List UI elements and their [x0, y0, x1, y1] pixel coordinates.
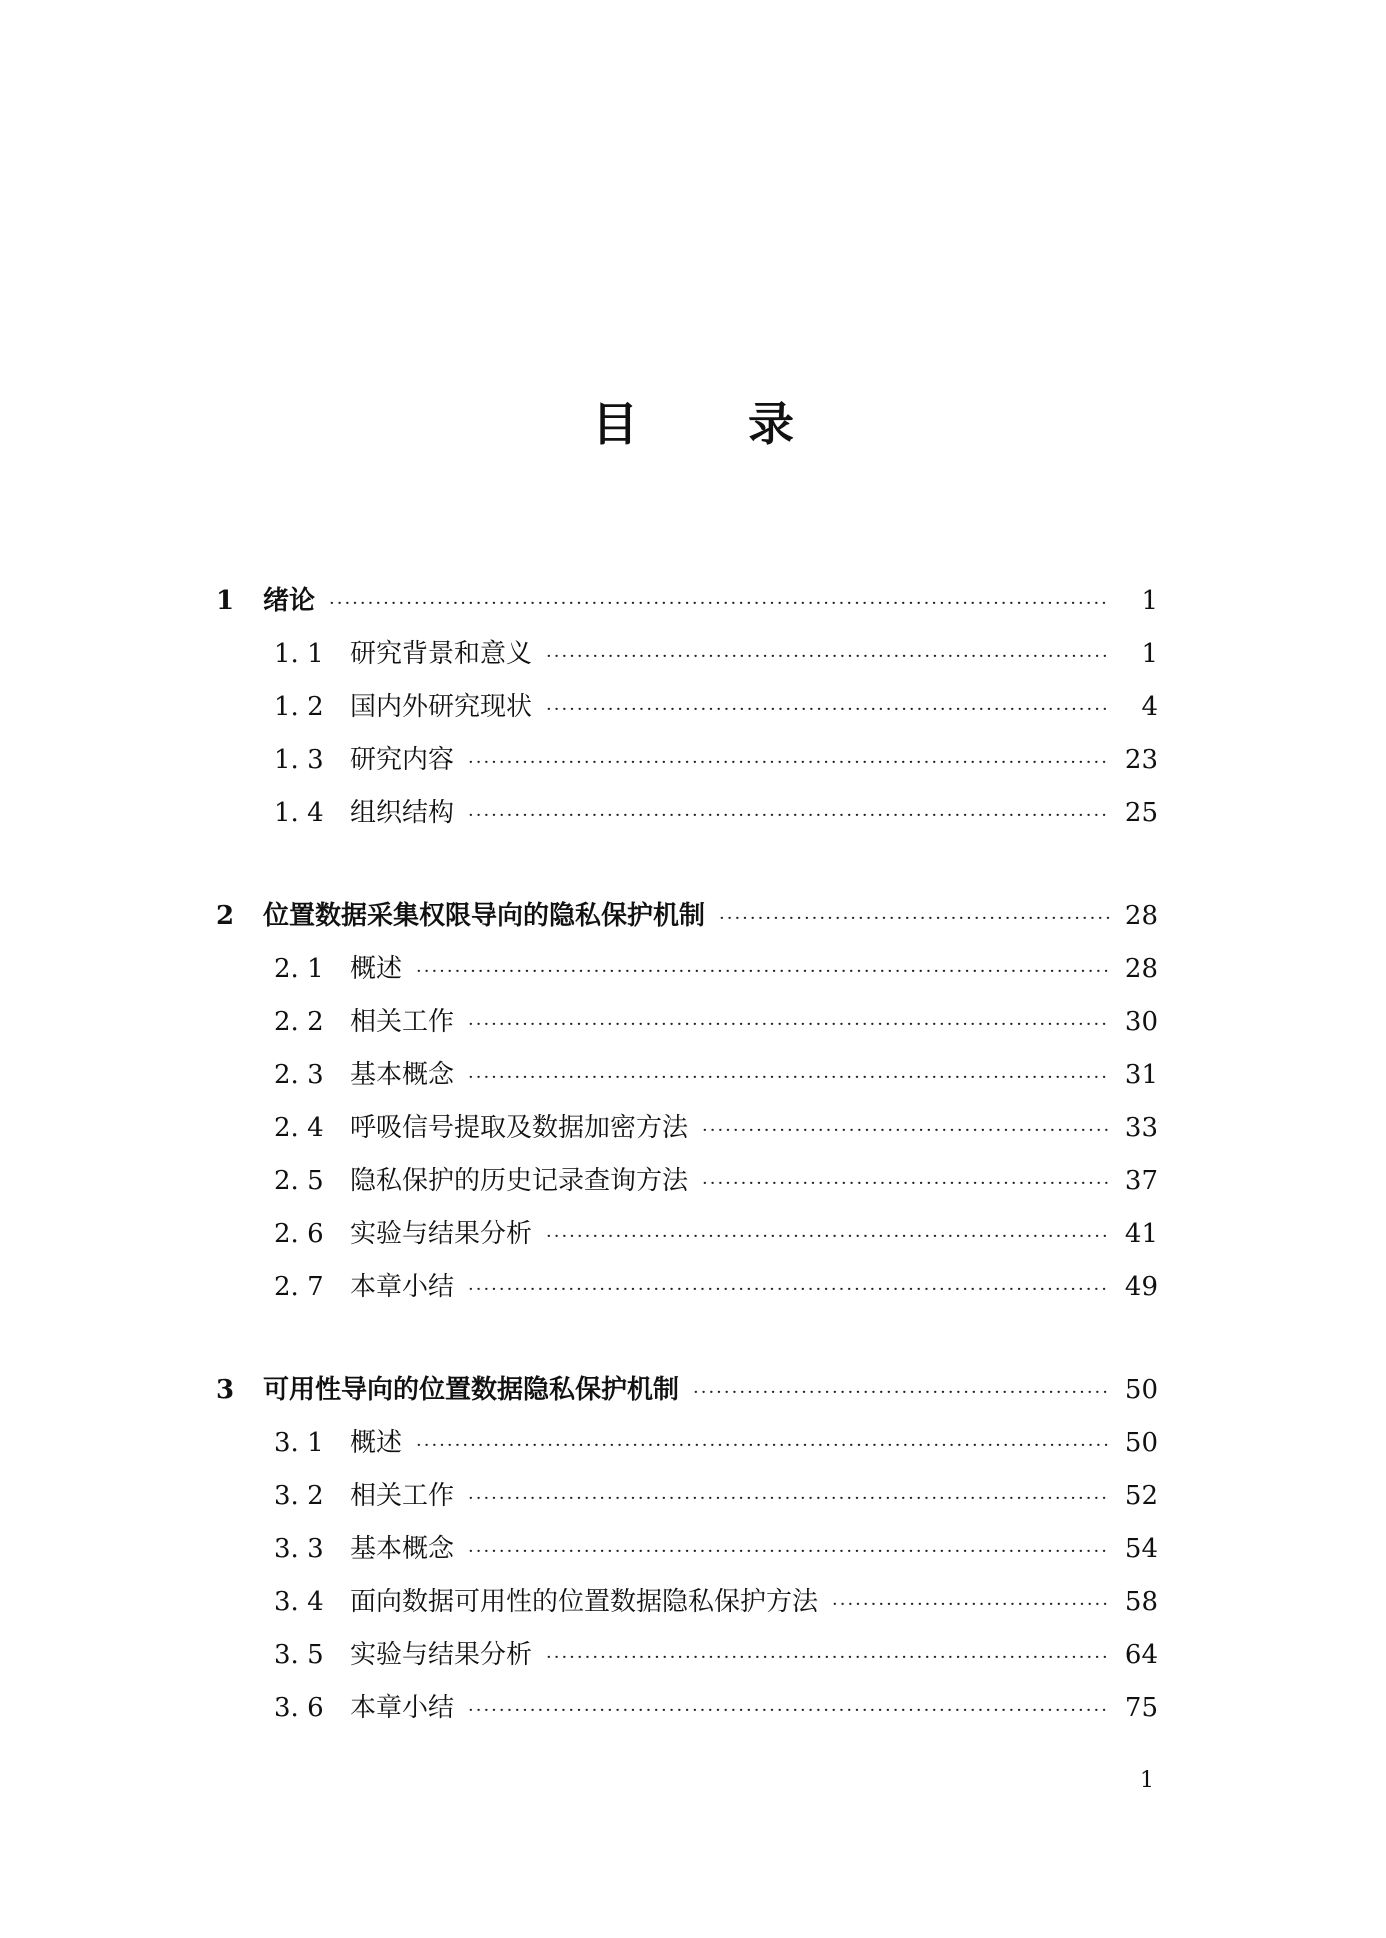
toc-section-2-2[interactable] — [274, 1002, 1158, 1042]
page-number: 1 — [1141, 639, 1158, 669]
toc-section-1-4[interactable] — [274, 793, 1158, 833]
section-title: 组织结构 — [350, 798, 455, 828]
dot-leader — [719, 899, 1110, 939]
section-title: 实验与结果分析 — [350, 1640, 533, 1670]
section-number: 3. 1 — [274, 1428, 324, 1458]
section-title: 概述 — [350, 954, 403, 984]
toc-section-2-4[interactable] — [274, 1108, 1158, 1148]
toc-section-3-3[interactable] — [274, 1529, 1158, 1569]
dot-leader — [468, 1058, 1110, 1098]
toc-chapter-2[interactable] — [216, 896, 1158, 936]
section-title: 相关工作 — [350, 1481, 455, 1511]
page-number: 52 — [1124, 1481, 1158, 1511]
section-number: 1. 4 — [274, 798, 324, 828]
dot-leader — [468, 1532, 1110, 1572]
toc-section-1-1[interactable] — [274, 634, 1158, 674]
chapter-title: 位置数据采集权限导向的隐私保护机制 — [263, 901, 706, 931]
dot-leader — [468, 796, 1110, 836]
page-number: 4 — [1141, 692, 1158, 722]
dot-leader — [546, 637, 1110, 677]
section-title: 实验与结果分析 — [350, 1219, 533, 1249]
page-number: 31 — [1124, 1060, 1158, 1090]
section-title: 本章小结 — [350, 1693, 455, 1723]
dot-leader — [546, 690, 1110, 730]
section-title: 研究内容 — [350, 745, 455, 775]
dot-leader — [546, 1217, 1110, 1257]
page-number: 49 — [1124, 1272, 1158, 1302]
toc-section-2-3[interactable] — [274, 1055, 1158, 1095]
section-number: 2. 1 — [274, 954, 324, 984]
toc-chapter-3[interactable] — [216, 1370, 1158, 1410]
page-number: 33 — [1124, 1113, 1158, 1143]
dot-leader — [329, 584, 1110, 624]
dot-leader — [416, 1426, 1110, 1466]
dot-leader — [468, 1005, 1110, 1045]
toc-section-3-4[interactable] — [274, 1582, 1158, 1622]
section-number: 2. 3 — [274, 1060, 324, 1090]
page-number: 64 — [1124, 1640, 1158, 1670]
page-number: 75 — [1124, 1693, 1158, 1723]
section-number: 2. 5 — [274, 1166, 324, 1196]
section-number: 3. 3 — [274, 1534, 324, 1564]
section-title: 基本概念 — [350, 1534, 455, 1564]
title-char-1: 目 — [592, 397, 638, 451]
page-number: 28 — [1124, 954, 1158, 984]
section-number: 1. 3 — [274, 745, 324, 775]
chapter-number: 1 — [216, 586, 235, 616]
chapter-number: 3 — [216, 1375, 235, 1405]
section-title: 本章小结 — [350, 1272, 455, 1302]
toc-section-3-5[interactable] — [274, 1635, 1158, 1675]
chapter-number: 2 — [216, 901, 235, 931]
section-number: 2. 7 — [274, 1272, 324, 1302]
dot-leader — [546, 1638, 1110, 1678]
dot-leader — [416, 952, 1110, 992]
dot-leader — [832, 1585, 1110, 1625]
chapter-title: 绪论 — [263, 586, 316, 616]
section-number: 2. 4 — [274, 1113, 324, 1143]
dot-leader — [702, 1111, 1110, 1151]
section-number: 2. 6 — [274, 1219, 324, 1249]
footer-page-number: 1 — [1140, 1768, 1154, 1793]
section-number: 2. 2 — [274, 1007, 324, 1037]
dot-leader — [693, 1373, 1110, 1413]
section-title: 相关工作 — [350, 1007, 455, 1037]
page-number: 1 — [1141, 586, 1158, 616]
toc-section-1-3[interactable] — [274, 740, 1158, 780]
toc-section-2-5[interactable] — [274, 1161, 1158, 1201]
section-number: 3. 5 — [274, 1640, 324, 1670]
section-number: 1. 1 — [274, 639, 324, 669]
section-title: 呼吸信号提取及数据加密方法 — [350, 1113, 689, 1143]
section-title: 研究背景和意义 — [350, 639, 533, 669]
page-number: 58 — [1124, 1587, 1158, 1617]
dot-leader — [468, 743, 1110, 783]
toc-section-3-6[interactable] — [274, 1688, 1158, 1728]
title-char-2: 录 — [748, 397, 794, 451]
page-number: 37 — [1124, 1166, 1158, 1196]
page-number: 50 — [1124, 1428, 1158, 1458]
section-number: 3. 4 — [274, 1587, 324, 1617]
toc-section-2-7[interactable] — [274, 1267, 1158, 1307]
dot-leader — [702, 1164, 1110, 1204]
page-number: 30 — [1124, 1007, 1158, 1037]
page-number: 28 — [1124, 901, 1158, 931]
section-title: 国内外研究现状 — [350, 692, 533, 722]
section-title: 基本概念 — [350, 1060, 455, 1090]
toc-section-1-2[interactable] — [274, 687, 1158, 727]
page-number: 54 — [1124, 1534, 1158, 1564]
page-number: 41 — [1124, 1219, 1158, 1249]
page-number: 23 — [1124, 745, 1158, 775]
toc-section-2-6[interactable] — [274, 1214, 1158, 1254]
toc-section-3-1[interactable] — [274, 1423, 1158, 1463]
section-title: 面向数据可用性的位置数据隐私保护方法 — [350, 1587, 819, 1617]
toc-section-2-1[interactable] — [274, 949, 1158, 989]
toc-section-3-2[interactable] — [274, 1476, 1158, 1516]
page-number: 25 — [1124, 798, 1158, 828]
dot-leader — [468, 1270, 1110, 1310]
dot-leader — [468, 1479, 1110, 1519]
dot-leader — [468, 1691, 1110, 1731]
section-number: 3. 2 — [274, 1481, 324, 1511]
page-number: 50 — [1124, 1375, 1158, 1405]
section-title: 隐私保护的历史记录查询方法 — [350, 1166, 689, 1196]
section-number: 1. 2 — [274, 692, 324, 722]
chapter-title: 可用性导向的位置数据隐私保护机制 — [263, 1375, 680, 1405]
toc-chapter-1[interactable] — [216, 581, 1158, 621]
section-number: 3. 6 — [274, 1693, 324, 1723]
section-title: 概述 — [350, 1428, 403, 1458]
